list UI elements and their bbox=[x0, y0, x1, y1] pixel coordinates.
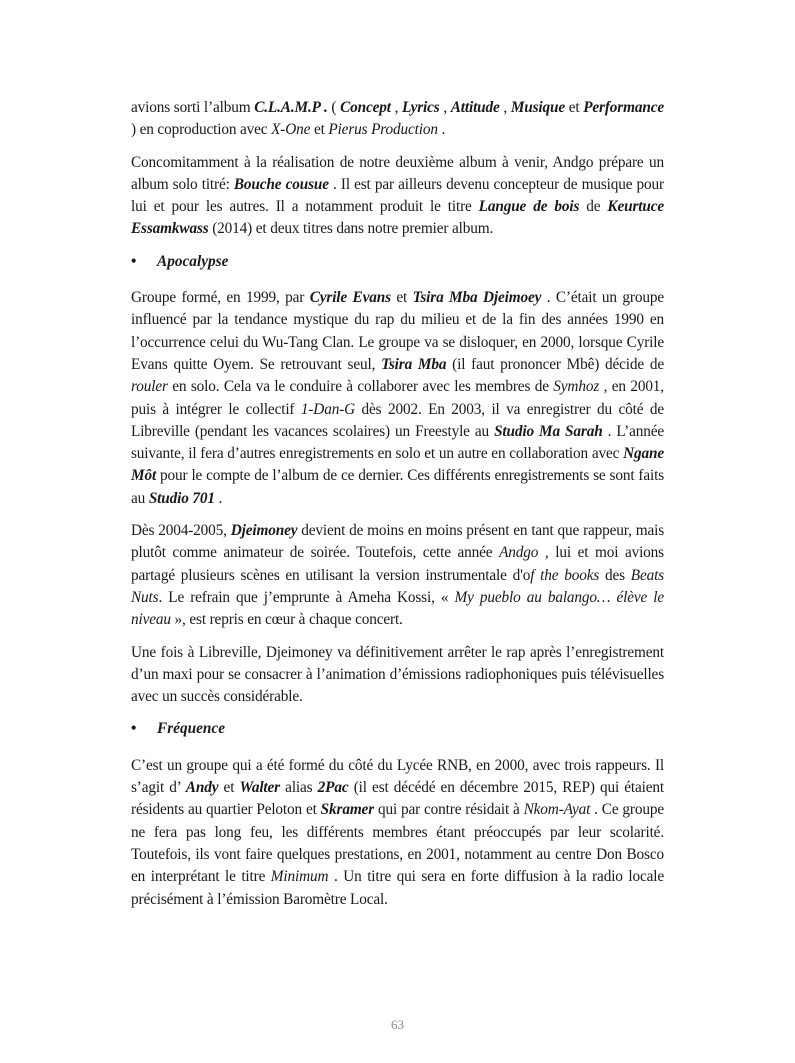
bold-term: Andy bbox=[185, 779, 219, 797]
heading-text: Apocalypse bbox=[157, 252, 229, 270]
heading-text: Fréquence bbox=[157, 720, 225, 738]
bold-term: Concept bbox=[340, 99, 391, 116]
bold-term: Tsira Mba Djeimoey bbox=[412, 289, 542, 307]
paragraph-djeimoney: Dès 2004-2005, Djeimoney devient de moins en moins présent en tant que rappeur, mais plutôt comme animateur de soirée. Toutefois, cette année Andgo , lui et moi avions partagé plusieurs scènes en utilisant la version instrumentale d'of the books des Beats Nuts. Le refrain que j’emprunte à Ameha Kossi, « My pueblo au balango… élève le niveau », est repris en cœur à chaque concert. bbox=[131, 522, 664, 629]
italic-term: Symhoz bbox=[553, 378, 600, 396]
italic-term: Minimum bbox=[270, 868, 329, 886]
section-heading-apocalypse bbox=[131, 251, 664, 273]
italic-term: f the books bbox=[530, 566, 600, 584]
italic-term: Beats Nuts bbox=[131, 566, 664, 606]
italic-term: Nkom-Ayat bbox=[523, 801, 591, 819]
bold-term: Langue de bois bbox=[478, 198, 580, 216]
italic-term: rouler bbox=[131, 378, 168, 396]
italic-term: My pueblo au balango… élève le niveau bbox=[131, 588, 664, 629]
bold-term: Cyrile Evans bbox=[309, 289, 391, 307]
italic-term: Andgo bbox=[499, 544, 539, 562]
italic-term: Pierus Production bbox=[328, 121, 438, 139]
bold-term: Performance bbox=[583, 99, 664, 116]
bold-term: Keurtuce Essamkwass bbox=[131, 198, 664, 238]
italic-term: X-One bbox=[271, 121, 311, 139]
bold-term: Lyrics bbox=[401, 99, 440, 116]
bold-term: Skramer bbox=[320, 801, 375, 819]
bold-term: Bouche cousue bbox=[233, 175, 329, 193]
bullet-icon: • bbox=[131, 252, 137, 270]
paragraph-apocalypse-group: Groupe formé, en 1999, par Cyrile Evans et Tsira Mba Djeimoey . C’était un groupe influencé par la tendance mystique du rap du milieu et de la fin des années 1990 en l’occurrence celui du Wu-Tang Clan. Le groupe va se disloquer, en 2000, lorsque Cyrile Evans quitte Oyem. Se retrouvant seul, Tsira Mba (il faut prononcer Mbê) décide de rouler en solo. Cela va le conduire à collaborer avec les membres de Symhoz , en 2001, puis à intégrer le collectif 1-Dan-G dès 2002. En 2003, il va enregistrer du côté de Libreville (pendant les vacances scolaires) un Freestyle au Studio Ma Sarah . L’année suivante, il fera d’autres enregistrements en solo et un autre en collaboration avec Ngane Môt pour le compte de l’album de ce dernier. Ces différents enregistrements se sont faits au Studio 701 . bbox=[131, 289, 665, 507]
paragraph-libreville: Une fois à Libreville, Djeimoney va définitivement arrêter le rap après l’enregistrement d’un maxi pour se consacrer à l’animation d’émissions radiophoniques puis télévisuelles avec un succès considérable. bbox=[131, 643, 664, 706]
bold-term: Ngane Môt bbox=[131, 445, 664, 485]
bold-term: Studio 701 bbox=[148, 489, 215, 507]
bold-term: Tsira Mba bbox=[381, 355, 447, 373]
bold-term: 2Pac bbox=[317, 779, 349, 797]
bullet-icon: • bbox=[131, 720, 137, 738]
bold-term: Studio Ma Sarah bbox=[494, 422, 603, 440]
page-number: 63 bbox=[391, 1017, 404, 1032]
document-body bbox=[131, 97, 664, 921]
bold-term: Walter bbox=[239, 779, 280, 797]
bold-term: Attitude bbox=[450, 99, 500, 116]
paragraph-andgo-solo: Concomitamment à la réalisation de notre deuxième album à venir, Andgo prépare un album solo titré: Bouche cousue . Il est par ailleurs devenu concepteur de musique pour lui et pour les autres. Il a notamment produit le titre Langue de bois de Keurtuce Essamkwass (2014) et deux titres dans notre premier album. bbox=[131, 153, 664, 238]
section-heading-frequence bbox=[131, 718, 664, 740]
bold-term: Musique bbox=[510, 99, 566, 116]
bold-term: C.L.A.M.P . bbox=[254, 99, 328, 116]
paragraph-frequence-group: C’est un groupe qui a été formé du côté du Lycée RNB, en 2000, avec trois rappeurs. Il s’agit d’ Andy et Walter alias 2Pac (il est décédé en décembre 2015, REP) qui étaient résidents au quartier Peloton et Skramer qui par contre résidait à Nkom-Ayat . Ce groupe ne fera pas long feu, les différents membres étant préoccupés par leur scolarité. Toutefois, ils vont faire quelques prestations, en 2001, notamment au centre Don Bosco en interprétant le titre Minimum . Un titre qui sera en forte diffusion à la radio locale précisément à l’émission Baromètre Local. bbox=[131, 756, 664, 908]
paragraph-clamp-album: avions sorti l’album C.L.A.M.P . ( Concept , Lyrics , Attitude , Musique et Performance ) en coproduction avec X-One et Pierus Production . bbox=[131, 99, 664, 139]
bold-term: Djeimoney bbox=[230, 522, 298, 540]
italic-term: 1-Dan-G bbox=[300, 400, 356, 418]
